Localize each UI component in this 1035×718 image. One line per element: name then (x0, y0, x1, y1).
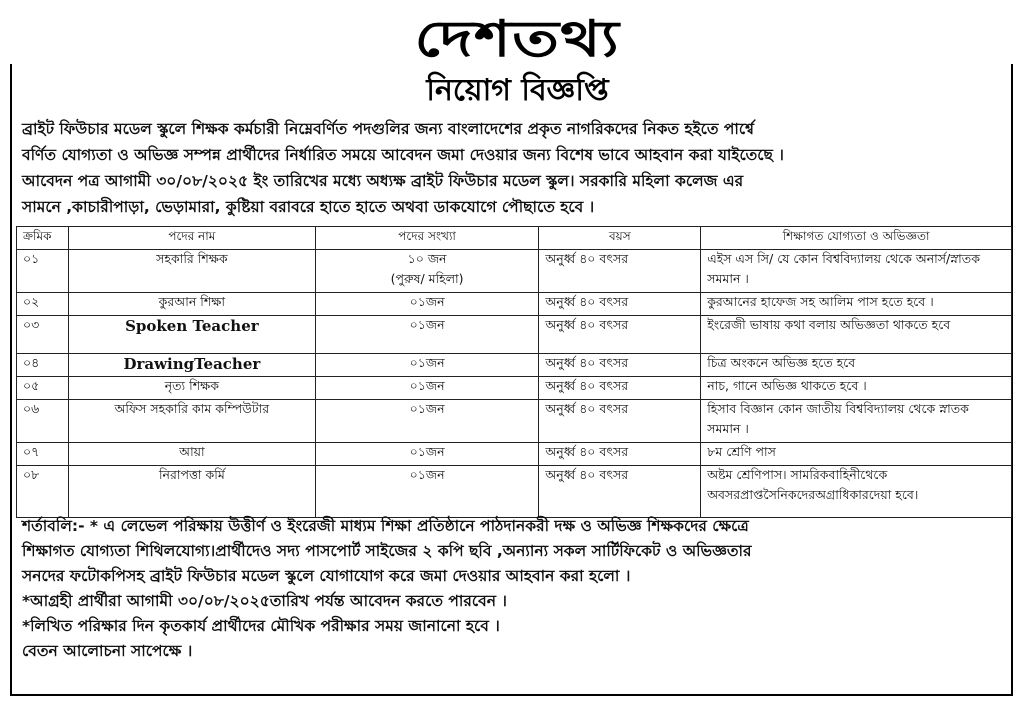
table-row (17, 377, 1012, 400)
intro-line: বর্ণিত যোগ্যতা ও অভিজ্ঞ সম্পন্ন প্রার্থীদের নির্ধারিত সময়ে আবেদন জমা দেওয়ার জন্য বিশেষ ভাবে আহবান করা যাইতেছে । (22, 146, 784, 164)
header-qualification: শিক্ষাগত যোগ্যতা ও অভিজ্ঞতা (701, 227, 1012, 250)
cell-age: অনুর্ধ্ব ৪০ বৎসর (539, 250, 701, 293)
terms-line: *আগ্রহী প্রার্থীরা আগামী ৩০/০৮/২০২৫তারিখ পর্যন্ত আবেদন করতে পারবেন । (22, 592, 507, 610)
terms-line: শর্তাবলি:- * এ লেভেল পরিক্ষায় উত্তীর্ণ ও ইংরেজী মাধ্যম শিক্ষা প্রতিষ্ঠানে পাঠদানকরী দক্ষ ও অভিজ্ঞ শিক্ষকদের ক্ষেত্রে (22, 517, 749, 535)
table-row (17, 316, 1012, 354)
table-row (17, 354, 1012, 377)
cell-serial: ০৭ (17, 443, 69, 466)
table-row (17, 466, 1012, 518)
cell-qualification: কুরআনের হাফেজ সহ আলিম পাস হতে হবে । (701, 293, 1012, 316)
cell-age: অনুর্ধ্ব ৪০ বৎসর (539, 293, 701, 316)
intro-line: সামনে ,কাচারীপাড়া, ভেড়ামারা, কুষ্টিয়া বরাবরে হাতে হাতে অথবা ডাকযোগে পৌছাতে হবে । (22, 198, 595, 216)
cell-post: নৃত্য শিক্ষক (68, 377, 315, 400)
cell-qualification: নাচ, গানে অভিজ্ঞ থাকতে হবে । (701, 377, 1012, 400)
intro-line: আবেদন পত্র আগামী ৩০/০৮/২০২৫ ইং তারিখের মধ্যে অধ্যক্ষ ব্রাইট ফিউচার মডেল স্কুল। সরকারি মহিলা কলেজ এর (22, 172, 744, 190)
terms-line: সনদের ফটোকপিসহ ব্রাইট ফিউচার মডেল স্কুলে যোগাযোগ করে জমা দেওয়ার আহবান করা হলো । (22, 567, 631, 585)
cell-post: DrawingTeacher (68, 354, 315, 377)
cell-count: ০১জন (315, 316, 539, 354)
cell-count (315, 250, 539, 293)
cell-count: ০১জন (315, 466, 539, 518)
cell-qualification: ৮ম শ্রেণি পাস (701, 443, 1012, 466)
cell-serial: ০৮ (17, 466, 69, 518)
cell-serial: ০২ (17, 293, 69, 316)
cell-qualification: ইংরেজী ভাষায় কথা বলায় অভিজ্ঞতা থাকতে হবে (701, 316, 1012, 354)
cell-age: অনুর্ধ্ব ৪০ বৎসর (539, 443, 701, 466)
terms-line: শিক্ষাগত যোগ্যতা শিথিলযোগ্য।প্রার্থীদেও সদ্য পাসপোর্ট সাইজের ২ কপি ছবি ,অন্যান্য সকল সার্টিফিকেট ও অভিজ্ঞতার (22, 542, 752, 560)
cell-serial: ০৬ (17, 400, 69, 443)
header-count: পদের সংখ্যা (315, 227, 539, 250)
terms-line: *লিখিত পরিক্ষার দিন কৃতকার্য প্রার্থীদের মৌখিক পরীক্ষার সময় জানানো হবে । (22, 617, 500, 635)
cell-age: অনুর্ধ্ব ৪০ বৎসর (539, 400, 701, 443)
terms-section (22, 514, 1007, 664)
cell-count: ০১জন (315, 400, 539, 443)
cell-count: ০১জন (315, 377, 539, 400)
notice-title: নিয়োগ বিজ্ঞপ্তি (426, 73, 609, 108)
cell-qualification: এইস এস সি/ যে কোন বিশ্ববিদ্যালয় থেকে অনার্স/স্নাতক সমমান । (701, 250, 1012, 293)
table-row (17, 400, 1012, 443)
cell-qualification: চিত্র অংকনে অভিজ্ঞ হতে হবে (701, 354, 1012, 377)
header-post: পদের নাম (68, 227, 315, 250)
table-header-row (17, 227, 1012, 250)
cell-count: ০১জন (315, 354, 539, 377)
cell-post: কুরআন শিক্ষা (68, 293, 315, 316)
terms-line: বেতন আলোচনা সাপেক্ষে । (22, 642, 193, 660)
intro-paragraph (22, 116, 1007, 220)
cell-post: Spoken Teacher (68, 316, 315, 354)
cell-serial: ০৫ (17, 377, 69, 400)
intro-line: ব্রাইট ফিউচার মডেল স্কুলে শিক্ষক কর্মচারী নিম্নেবর্ণিত পদগুলির জন্য বাংলাদেশের প্রকৃত নাগরিকদের নিকত হইতে পার্শ্বে (22, 120, 754, 138)
newspaper-masthead (0, 0, 1035, 68)
cell-age: অনুর্ধ্ব ৪০ বৎসর (539, 377, 701, 400)
cell-serial: ০১ (17, 250, 69, 293)
header-age: বয়স (539, 227, 701, 250)
table-row (17, 293, 1012, 316)
cell-post: অফিস সহকারি কাম কম্পিউটার (68, 400, 315, 443)
cell-serial: ০৪ (17, 354, 69, 377)
cell-qualification: অষ্টম শ্রেণিপাস। সামরিকবাহিনীথেকে অবসরপ্রাপ্তসৈনিকদেরঅগ্রাধিকারদেয়া হবে। (701, 466, 1012, 518)
header-serial: ক্রমিক (17, 227, 69, 250)
cell-post: আয়া (68, 443, 315, 466)
table-row (17, 443, 1012, 466)
vacancy-table (16, 226, 1012, 518)
count-note: (পুরুষ/ মহিলা) (390, 271, 464, 286)
count-value: ১০ জন (407, 251, 447, 266)
cell-count: ০১জন (315, 293, 539, 316)
cell-age: অনুর্ধ্ব ৪০ বৎসর (539, 316, 701, 354)
cell-post: নিরাপত্তা কর্মি (68, 466, 315, 518)
cell-age: অনুর্ধ্ব ৪০ বৎসর (539, 354, 701, 377)
cell-post: সহকারি শিক্ষক (68, 250, 315, 293)
cell-serial: ০৩ (17, 316, 69, 354)
masthead-text: দেশতথ্য (414, 10, 621, 68)
cell-count: ০১জন (315, 443, 539, 466)
table-row (17, 250, 1012, 293)
cell-qualification: হিসাব বিজ্ঞান কোন জাতীয় বিশ্ববিদ্যালয় থেকে স্নাতক সমমান । (701, 400, 1012, 443)
cell-age: অনুর্ধ্ব ৪০ বৎসর (539, 466, 701, 518)
